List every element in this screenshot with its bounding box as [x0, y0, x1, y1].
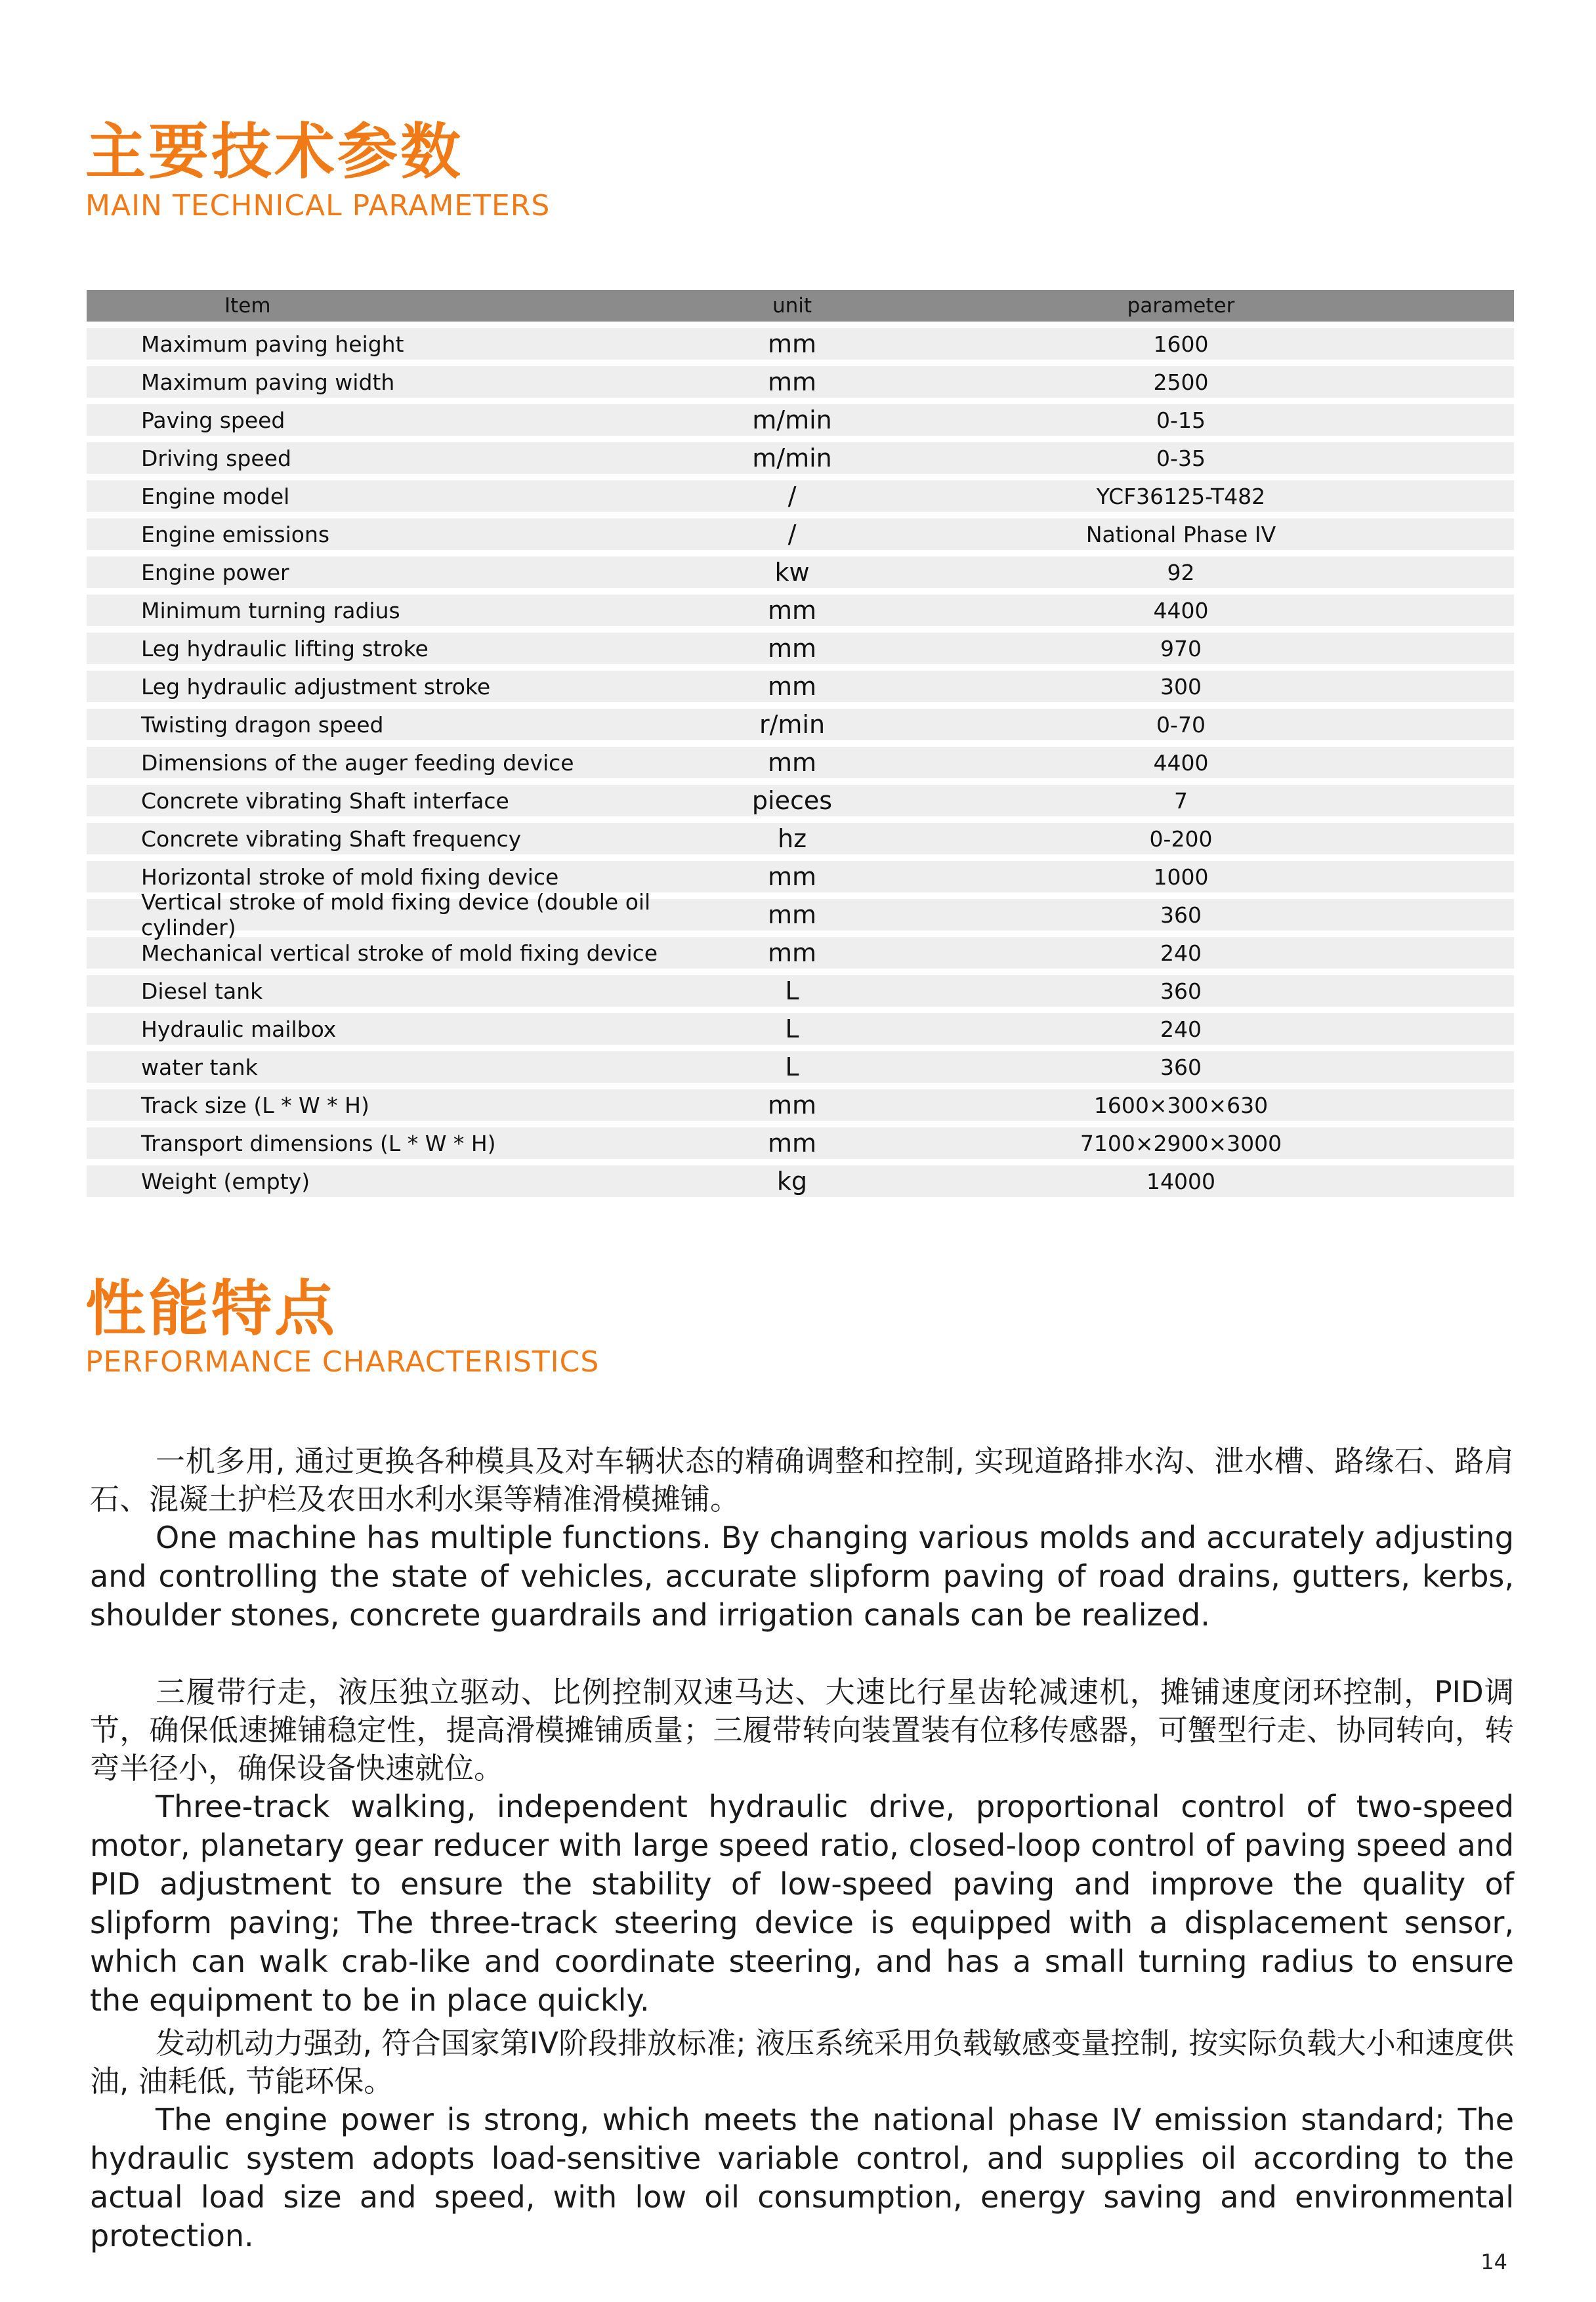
- performance-text-en: Three-track walking, independent hydraulic drive, proportional control of two-speed motor, planetary gear reducer with large speed ratio, closed-loop control of paving speed and PID adjustment to ensure the stability of low-speed paving and improve the quality of slipform paving; The three-track steering device is equipped with a displacement sensor, which can walk crab-like and coordinate steering, and has a small turning radius to ensure the equipment to be in place quickly.: [90, 1789, 1514, 2018]
- row-parameter: 1000: [1153, 864, 1209, 890]
- section-title-en: MAIN TECHNICAL PARAMETERS: [85, 189, 551, 222]
- table-row: [87, 1051, 1514, 1083]
- header-item: Item: [224, 294, 271, 318]
- row-unit: L: [785, 1053, 799, 1081]
- row-parameter: 240: [1160, 940, 1202, 966]
- row-parameter: 0-15: [1156, 407, 1206, 433]
- row-unit: mm: [767, 1091, 817, 1120]
- table-row: [87, 556, 1514, 588]
- row-parameter: 4400: [1153, 597, 1209, 623]
- table-row: [87, 975, 1514, 1007]
- table-row: [87, 861, 1514, 892]
- row-item: Concrete vibrating Shaft interface: [141, 787, 509, 814]
- row-item: Horizontal stroke of mold fixing device: [141, 864, 559, 890]
- row-unit: m/min: [752, 406, 832, 434]
- row-unit: hz: [777, 824, 807, 853]
- header-unit: unit: [772, 294, 812, 318]
- row-unit: /: [788, 482, 797, 511]
- row-parameter: 360: [1160, 1054, 1202, 1080]
- row-parameter: 360: [1160, 902, 1202, 928]
- table-row: [87, 480, 1514, 512]
- row-unit: L: [785, 1015, 799, 1043]
- table-row: [87, 1013, 1514, 1045]
- row-unit: mm: [767, 596, 817, 625]
- row-parameter: 4400: [1153, 749, 1209, 776]
- row-unit: mm: [767, 900, 817, 929]
- performance-text-cn: 三履带行走，液压独立驱动、比例控制双速马达、大速比行星齿轮减速机，摊铺速度闭环控制，PID调节，确保低速摊铺稳定性，提高滑模摊铺质量；三履带转向装置装有位移传感器，可蟹型行走、协同转向，转弯半径小，确保设备快速就位。: [90, 1675, 1514, 1786]
- table-row: [87, 747, 1514, 778]
- performance-block: [90, 1442, 1514, 1635]
- row-parameter: National Phase IV: [1085, 521, 1276, 547]
- section-title-cn: 主要技术参数: [85, 117, 464, 187]
- row-item: Engine power: [141, 559, 289, 585]
- performance-text-cn: 一机多用, 通过更换各种模具及对车辆状态的精确调整和控制, 实现道路排水沟、泄水槽、路缘石、路肩石、混凝土护栏及农田水利水渠等精准滑模摊铺。: [90, 1444, 1514, 1517]
- row-item: Diesel tank: [141, 978, 263, 1004]
- row-item: Engine emissions: [141, 521, 330, 547]
- row-item: Vertical stroke of mold fixing device (double oil cylinder): [141, 889, 651, 940]
- table-row: [87, 633, 1514, 664]
- row-parameter: 240: [1160, 1016, 1202, 1042]
- page-number: 14: [1480, 2250, 1507, 2274]
- row-unit: mm: [767, 634, 817, 663]
- table-row: [87, 1165, 1514, 1197]
- performance-text-en: One machine has multiple functions. By changing various molds and accurately adjusting and controlling the state of vehicles, accurate slipform paving of road drains, gutters, kerbs, shoulder stones, concrete guardrails and irrigation canals can be realized.: [90, 1520, 1514, 1633]
- row-unit: mm: [767, 862, 817, 891]
- performance-text-cn: 发动机动力强劲, 符合国家第IV阶段排放标准; 液压系统采用负载敏感变量控制, 按实际负载大小和速度供油, 油耗低, 节能环保。: [90, 2026, 1514, 2099]
- table-row: [87, 785, 1514, 816]
- row-parameter: 0-70: [1156, 711, 1206, 738]
- row-parameter: 7: [1174, 787, 1188, 814]
- row-item: Maximum paving height: [141, 331, 404, 357]
- table-row: [87, 366, 1514, 398]
- row-item: Concrete vibrating Shaft frequency: [141, 826, 522, 852]
- row-unit: pieces: [751, 786, 833, 815]
- performance-block: [90, 2024, 1514, 2255]
- table-row: [87, 671, 1514, 702]
- table-row: [87, 709, 1514, 740]
- row-parameter: 0-35: [1156, 445, 1206, 471]
- table-row: [87, 595, 1514, 626]
- performance-text-en: The engine power is strong, which meets the national phase IV emission standard; The hydraulic system adopts load-sensitive variable control, and supplies oil according to the actual load size and speed, with low oil consumption, energy saving and environmental protection.: [90, 2102, 1514, 2253]
- row-unit: mm: [767, 748, 817, 777]
- row-parameter: 7100×2900×3000: [1080, 1130, 1282, 1156]
- row-item: water tank: [141, 1054, 258, 1080]
- row-parameter: 970: [1160, 635, 1202, 661]
- row-item: Leg hydraulic adjustment stroke: [141, 673, 491, 700]
- row-unit: mm: [767, 329, 817, 358]
- table-header: [87, 290, 1514, 322]
- row-unit: mm: [767, 367, 817, 396]
- row-item: Driving speed: [141, 445, 291, 471]
- row-parameter: 92: [1167, 559, 1195, 585]
- row-item: Dimensions of the auger feeding device: [141, 749, 574, 776]
- table-row: [87, 328, 1514, 360]
- table-row: [87, 1089, 1514, 1121]
- row-unit: kw: [774, 558, 810, 587]
- row-unit: /: [788, 520, 797, 549]
- section-title-cn: 性能特点: [85, 1274, 338, 1344]
- table-row: [87, 937, 1514, 969]
- header-parameter: parameter: [1127, 294, 1235, 318]
- row-item: Minimum turning radius: [141, 597, 400, 623]
- row-parameter: 0-200: [1149, 826, 1213, 852]
- table-row: [87, 442, 1514, 474]
- row-item: Hydraulic mailbox: [141, 1016, 337, 1042]
- row-parameter: 1600×300×630: [1093, 1092, 1269, 1118]
- row-unit: L: [785, 976, 799, 1005]
- row-unit: r/min: [759, 710, 826, 739]
- row-parameter: 14000: [1146, 1168, 1215, 1194]
- row-item: Maximum paving width: [141, 369, 395, 395]
- table-row: [87, 518, 1514, 550]
- row-item: Track size (L * W * H): [141, 1092, 369, 1118]
- table-row: [87, 1127, 1514, 1159]
- parameters-table: [87, 290, 1514, 1197]
- row-item: Leg hydraulic lifting stroke: [141, 635, 429, 661]
- row-unit: mm: [767, 938, 817, 967]
- row-unit: mm: [767, 1129, 817, 1158]
- row-item: Weight (empty): [141, 1168, 310, 1194]
- row-item: Engine model: [141, 483, 290, 509]
- row-unit: m/min: [752, 444, 832, 472]
- row-item: Twisting dragon speed: [141, 711, 384, 738]
- row-parameter: 300: [1160, 673, 1202, 700]
- row-item: Mechanical vertical stroke of mold fixing device: [141, 940, 658, 966]
- row-unit: mm: [767, 672, 817, 701]
- row-parameter: 360: [1160, 978, 1202, 1004]
- section-title-en: PERFORMANCE CHARACTERISTICS: [85, 1345, 600, 1379]
- row-parameter: 2500: [1153, 369, 1209, 395]
- performance-block: [90, 1673, 1514, 2020]
- row-item: Transport dimensions (L * W * H): [141, 1130, 496, 1156]
- row-unit: kg: [776, 1167, 808, 1196]
- table-body: [87, 328, 1514, 1197]
- row-parameter: 1600: [1153, 331, 1209, 357]
- row-parameter: YCF36125-T482: [1096, 483, 1266, 509]
- row-item: Paving speed: [141, 407, 285, 433]
- table-row: [87, 889, 1514, 940]
- table-row: [87, 823, 1514, 854]
- table-row: [87, 404, 1514, 436]
